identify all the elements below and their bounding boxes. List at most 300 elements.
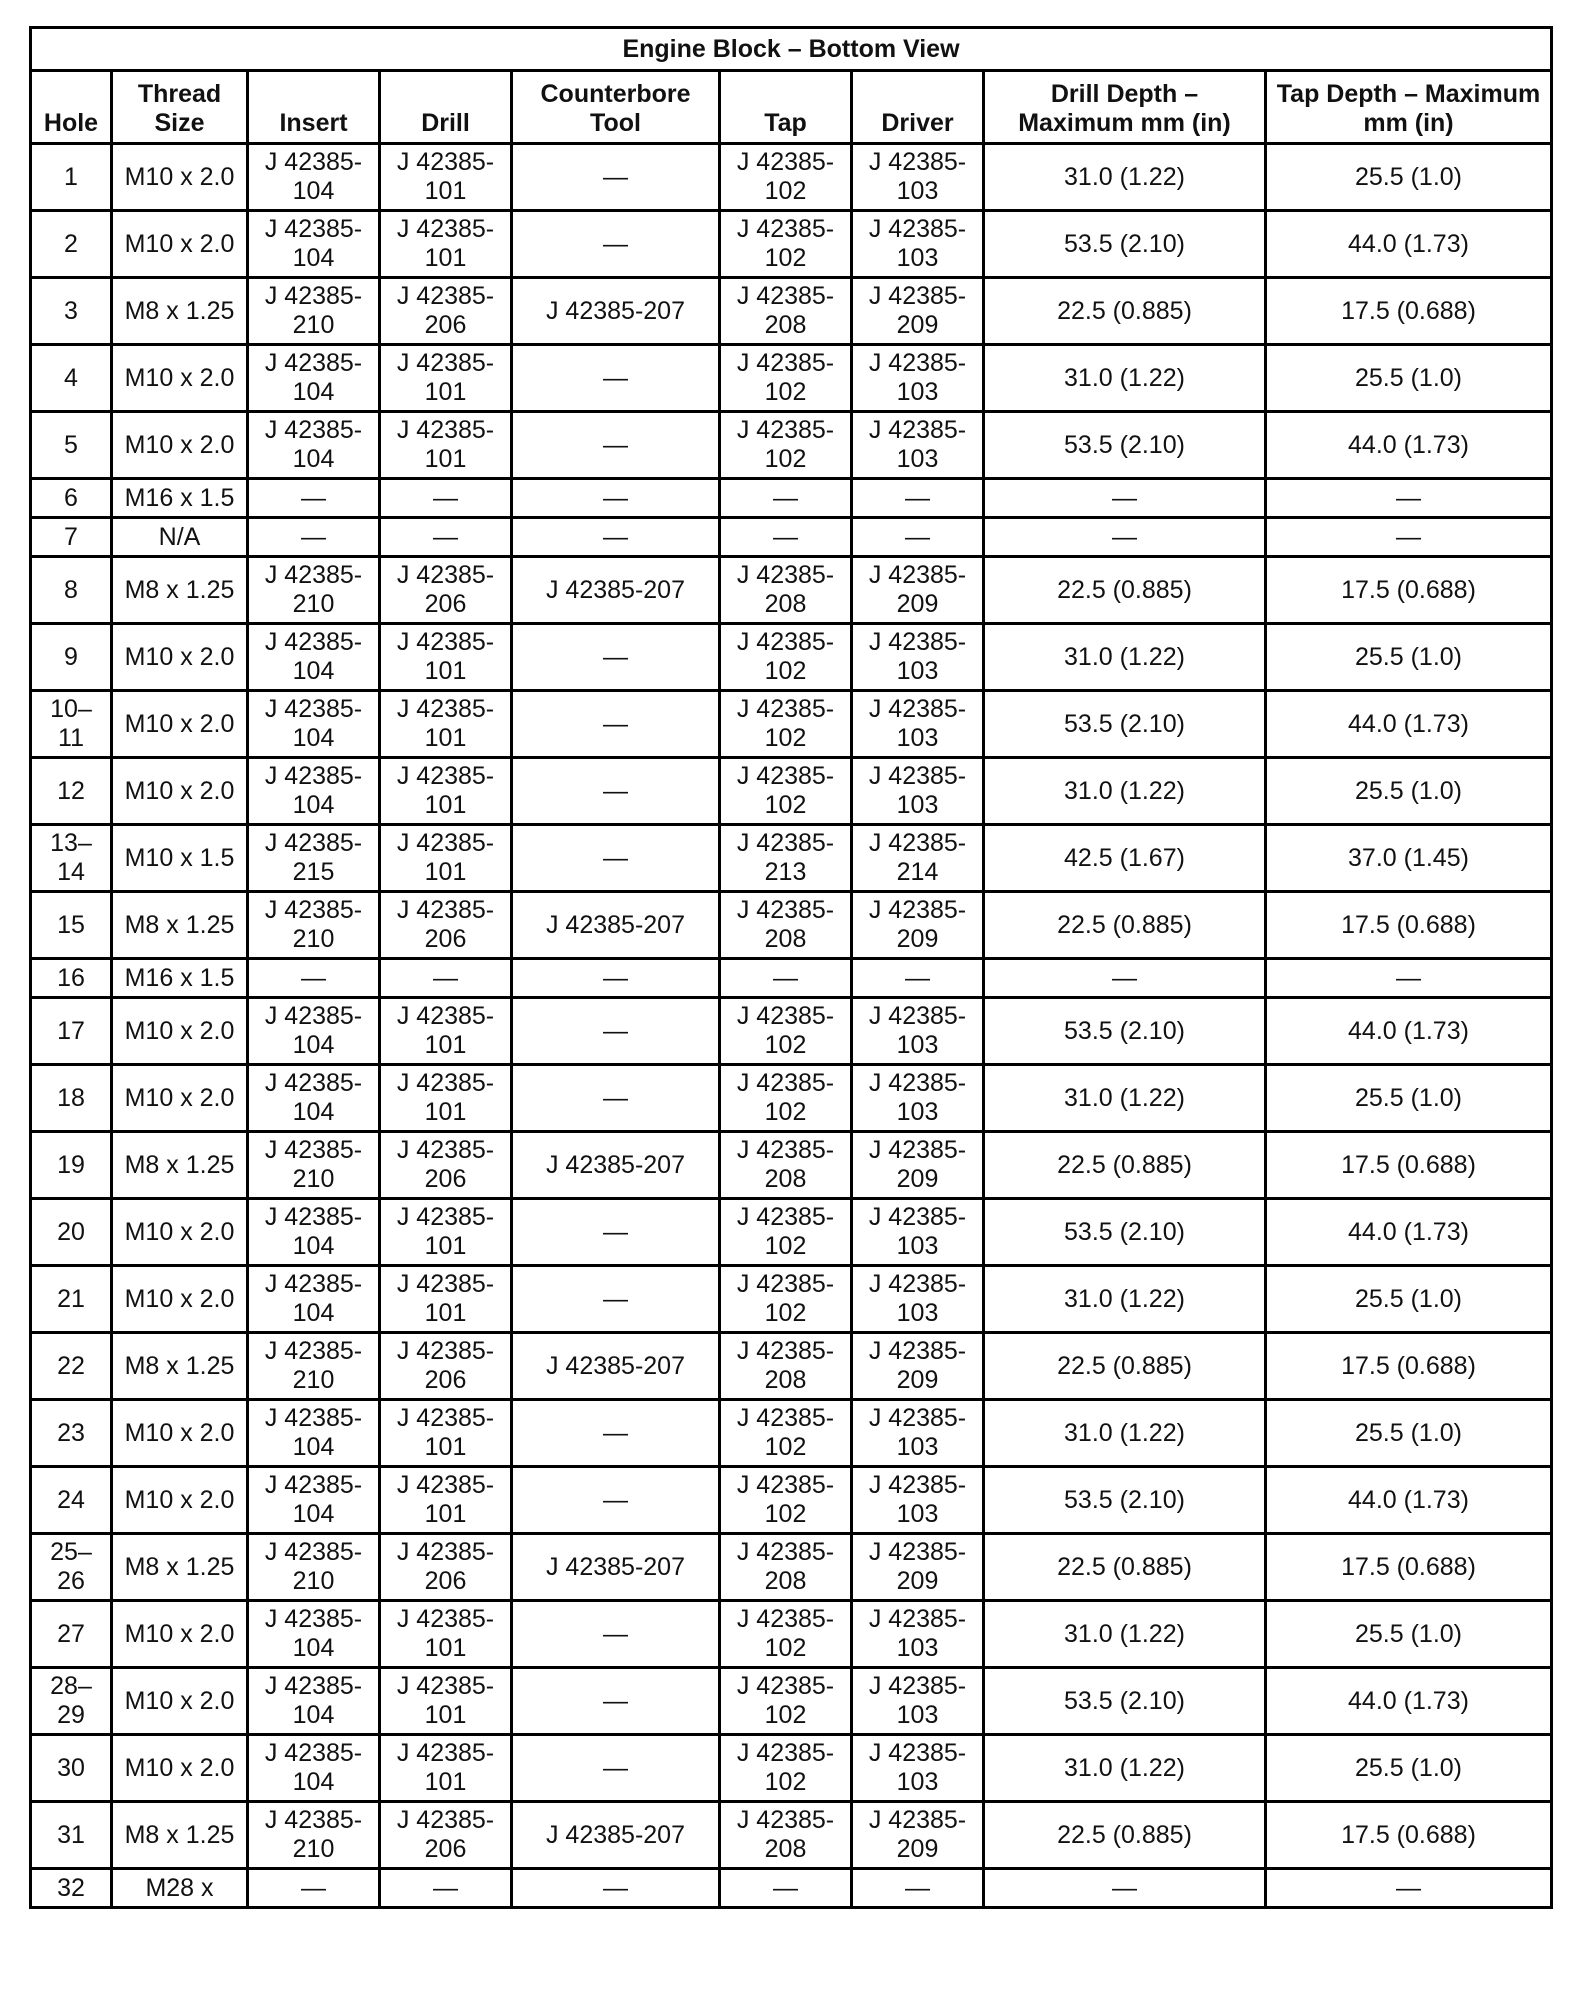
drill-depth-cell <box>984 345 1266 412</box>
drill-depth-cell-text: 22.5 (0.885) <box>1057 1351 1192 1380</box>
thread-size-cell-text: M8 x 1.25 <box>124 1351 235 1380</box>
tap-cell <box>720 998 852 1065</box>
tap-depth-cell <box>1266 1802 1552 1869</box>
tap-cell-text: J 42385-102 <box>736 1069 835 1126</box>
tap-depth-cell-text: 25.5 (1.0) <box>1354 776 1462 805</box>
insert-cell-text: J 42385-104 <box>264 148 363 205</box>
drill-depth-cell <box>984 825 1266 892</box>
tap-depth-cell-text: 44.0 (1.73) <box>1348 1686 1469 1715</box>
counterbore-tool-cell-text: J 42385-207 <box>545 1150 685 1179</box>
counterbore-tool-cell-text: — <box>603 776 628 805</box>
hole-cell <box>31 1869 112 1908</box>
hole-cell <box>31 1333 112 1400</box>
drill-depth-cell-text: — <box>1112 963 1137 992</box>
drill-depth-cell-text: 22.5 (0.885) <box>1057 910 1192 939</box>
insert-cell-text: J 42385-104 <box>264 215 363 272</box>
driver-cell <box>852 1333 984 1400</box>
hole-cell-text: 20 <box>57 1217 85 1246</box>
table-row <box>31 1802 1552 1869</box>
driver-cell <box>852 998 984 1065</box>
hole-cell-text: 31 <box>57 1820 85 1849</box>
counterbore-tool-cell <box>512 345 720 412</box>
tap-depth-cell <box>1266 1869 1552 1908</box>
drill-cell-text: J 42385-206 <box>396 1136 495 1193</box>
driver-cell <box>852 1869 984 1908</box>
insert-cell <box>248 998 380 1065</box>
table-row <box>31 518 1552 557</box>
thread-size-cell-text: M28 x <box>145 1873 214 1902</box>
drill-depth-cell-text: 53.5 (2.10) <box>1064 1217 1185 1246</box>
driver-cell <box>852 959 984 998</box>
thread-size-cell-text: M10 x 2.0 <box>124 363 235 392</box>
driver-cell-text: J 42385-209 <box>868 561 967 618</box>
table-row <box>31 345 1552 412</box>
tap-depth-cell <box>1266 1132 1552 1199</box>
drill-cell-text: J 42385-206 <box>396 1337 495 1394</box>
drill-cell <box>380 345 512 412</box>
tap-depth-cell-text: 17.5 (0.688) <box>1341 296 1476 325</box>
thread-size-cell <box>112 1132 248 1199</box>
hole-cell <box>31 144 112 211</box>
drill-depth-cell <box>984 1065 1266 1132</box>
drill-cell-text: — <box>433 522 458 551</box>
tap-depth-cell <box>1266 825 1552 892</box>
hole-cell-text: 10–11 <box>50 695 92 752</box>
drill-cell <box>380 1132 512 1199</box>
tap-depth-cell <box>1266 1601 1552 1668</box>
drill-depth-cell <box>984 412 1266 479</box>
hole-cell <box>31 1467 112 1534</box>
tap-cell <box>720 211 852 278</box>
counterbore-tool-cell-text: — <box>603 522 628 551</box>
driver-cell <box>852 278 984 345</box>
hole-cell-text: 30 <box>57 1753 85 1782</box>
drill-cell-text: J 42385-206 <box>396 1538 495 1595</box>
drill-cell <box>380 758 512 825</box>
driver-cell <box>852 1601 984 1668</box>
drill-depth-cell <box>984 479 1266 518</box>
insert-cell-text: J 42385-104 <box>264 1002 363 1059</box>
driver-cell <box>852 825 984 892</box>
drill-depth-cell-text: — <box>1112 483 1137 512</box>
drill-depth-cell <box>984 1266 1266 1333</box>
hole-cell <box>31 1802 112 1869</box>
hole-cell-text: 27 <box>57 1619 85 1648</box>
tap-cell <box>720 1668 852 1735</box>
tap-depth-cell-text: 25.5 (1.0) <box>1354 363 1462 392</box>
hole-cell <box>31 1132 112 1199</box>
counterbore-tool-cell-text: — <box>603 1284 628 1313</box>
header-tap-depth-label: Tap Depth – Maximum mm (in) <box>1276 80 1541 137</box>
insert-cell-text: J 42385-210 <box>264 561 363 618</box>
counterbore-tool-cell <box>512 624 720 691</box>
insert-cell-text: J 42385-104 <box>264 416 363 473</box>
table-row <box>31 1266 1552 1333</box>
counterbore-tool-cell <box>512 1132 720 1199</box>
table-row <box>31 1132 1552 1199</box>
table-row <box>31 959 1552 998</box>
counterbore-tool-cell <box>512 1869 720 1908</box>
driver-cell-text: — <box>905 522 930 551</box>
driver-cell-text: J 42385-209 <box>868 1337 967 1394</box>
hole-cell-text: 18 <box>57 1083 85 1112</box>
insert-cell-text: J 42385-104 <box>264 762 363 819</box>
drill-depth-cell <box>984 959 1266 998</box>
tap-depth-cell-text: 17.5 (0.688) <box>1341 1552 1476 1581</box>
hole-cell-text: 3 <box>64 296 78 325</box>
counterbore-tool-cell <box>512 758 720 825</box>
drill-depth-cell <box>984 1199 1266 1266</box>
tap-cell-text: J 42385-208 <box>736 1337 835 1394</box>
tap-depth-cell-text: 25.5 (1.0) <box>1354 642 1462 671</box>
drill-depth-cell-text: 53.5 (2.10) <box>1064 229 1185 258</box>
drill-cell-text: J 42385-101 <box>396 829 495 886</box>
counterbore-tool-cell-text: J 42385-207 <box>545 1552 685 1581</box>
insert-cell-text: J 42385-210 <box>264 1538 363 1595</box>
drill-depth-cell <box>984 998 1266 1065</box>
hole-cell <box>31 1199 112 1266</box>
hole-cell <box>31 825 112 892</box>
insert-cell <box>248 758 380 825</box>
counterbore-tool-cell-text: — <box>603 1083 628 1112</box>
drill-depth-cell-text: 53.5 (2.10) <box>1064 709 1185 738</box>
tap-depth-cell-text: 17.5 (0.688) <box>1341 1150 1476 1179</box>
tap-depth-cell-text: — <box>1396 1873 1421 1902</box>
tap-cell-text: J 42385-102 <box>736 628 835 685</box>
tap-cell <box>720 892 852 959</box>
counterbore-tool-cell-text: — <box>603 1686 628 1715</box>
insert-cell-text: J 42385-210 <box>264 1136 363 1193</box>
tap-cell <box>720 1534 852 1601</box>
table-row <box>31 412 1552 479</box>
counterbore-tool-cell-text: J 42385-207 <box>545 1820 685 1849</box>
driver-cell <box>852 518 984 557</box>
drill-depth-cell-text: 31.0 (1.22) <box>1064 1619 1185 1648</box>
hole-cell-text: 5 <box>64 430 78 459</box>
tap-depth-cell <box>1266 557 1552 624</box>
hole-cell-text: 2 <box>64 229 78 258</box>
table-row <box>31 1400 1552 1467</box>
insert-cell <box>248 1735 380 1802</box>
drill-cell <box>380 1735 512 1802</box>
insert-cell <box>248 1534 380 1601</box>
tap-cell-text: J 42385-102 <box>736 1270 835 1327</box>
tap-cell-text: J 42385-102 <box>736 1203 835 1260</box>
hole-cell-text: 24 <box>57 1485 85 1514</box>
tap-cell-text: — <box>773 963 798 992</box>
thread-size-cell <box>112 1065 248 1132</box>
tap-depth-cell <box>1266 1199 1552 1266</box>
hole-cell <box>31 345 112 412</box>
counterbore-tool-cell-text: — <box>603 709 628 738</box>
insert-cell <box>248 278 380 345</box>
counterbore-tool-cell <box>512 1467 720 1534</box>
tap-depth-cell-text: 17.5 (0.688) <box>1341 1351 1476 1380</box>
insert-cell <box>248 144 380 211</box>
drill-cell-text: J 42385-101 <box>396 349 495 406</box>
driver-cell-text: J 42385-209 <box>868 1538 967 1595</box>
drill-depth-cell-text: 53.5 (2.10) <box>1064 1485 1185 1514</box>
insert-cell <box>248 624 380 691</box>
thread-size-cell-text: M8 x 1.25 <box>124 1552 235 1581</box>
tap-depth-cell-text: 25.5 (1.0) <box>1354 162 1462 191</box>
thread-size-cell <box>112 412 248 479</box>
driver-cell-text: J 42385-103 <box>868 1605 967 1662</box>
table-row <box>31 1467 1552 1534</box>
thread-size-cell-text: M10 x 2.0 <box>124 229 235 258</box>
drill-cell <box>380 1266 512 1333</box>
driver-cell-text: J 42385-103 <box>868 148 967 205</box>
drill-cell <box>380 1467 512 1534</box>
hole-cell <box>31 557 112 624</box>
drill-depth-cell-text: 53.5 (2.10) <box>1064 1016 1185 1045</box>
drill-depth-cell-text: 31.0 (1.22) <box>1064 162 1185 191</box>
drill-depth-cell <box>984 691 1266 758</box>
header-drill-depth-label: Drill Depth – Maximum mm (in) <box>1018 80 1231 137</box>
header-drill: Drill <box>380 71 512 144</box>
thread-size-cell-text: M10 x 2.0 <box>124 1485 235 1514</box>
thread-size-cell-text: M10 x 1.5 <box>124 843 235 872</box>
thread-size-cell-text: M8 x 1.25 <box>124 575 235 604</box>
thread-size-cell-text: M10 x 2.0 <box>124 776 235 805</box>
counterbore-tool-cell-text: — <box>603 430 628 459</box>
drill-depth-cell-text: 53.5 (2.10) <box>1064 430 1185 459</box>
hole-cell-text: 1 <box>64 162 78 191</box>
insert-cell <box>248 1266 380 1333</box>
drill-cell <box>380 825 512 892</box>
tap-depth-cell <box>1266 624 1552 691</box>
header-insert: Insert <box>248 71 380 144</box>
tap-cell-text: J 42385-208 <box>736 561 835 618</box>
hole-cell-text: 21 <box>57 1284 85 1313</box>
counterbore-tool-cell <box>512 892 720 959</box>
thread-size-cell <box>112 557 248 624</box>
drill-cell-text: J 42385-101 <box>396 1739 495 1796</box>
insert-cell-text: J 42385-104 <box>264 628 363 685</box>
driver-cell <box>852 624 984 691</box>
table-row <box>31 892 1552 959</box>
thread-size-cell <box>112 1601 248 1668</box>
driver-cell <box>852 1668 984 1735</box>
header-driver: Driver <box>852 71 984 144</box>
insert-cell-text: J 42385-104 <box>264 1203 363 1260</box>
driver-cell <box>852 1199 984 1266</box>
counterbore-tool-cell-text: J 42385-207 <box>545 1351 685 1380</box>
tap-depth-cell <box>1266 1065 1552 1132</box>
tap-cell <box>720 1467 852 1534</box>
counterbore-tool-cell-text: — <box>603 1619 628 1648</box>
insert-cell <box>248 691 380 758</box>
drill-depth-cell <box>984 624 1266 691</box>
table-row <box>31 1869 1552 1908</box>
thread-size-cell <box>112 1266 248 1333</box>
header-hole: Hole <box>31 71 112 144</box>
drill-cell-text: J 42385-101 <box>396 695 495 752</box>
counterbore-tool-cell-text: — <box>603 363 628 392</box>
hole-cell <box>31 758 112 825</box>
tap-depth-cell-text: — <box>1396 483 1421 512</box>
thread-size-cell <box>112 1199 248 1266</box>
hole-cell <box>31 892 112 959</box>
tap-cell-text: J 42385-208 <box>736 1806 835 1863</box>
insert-cell <box>248 557 380 624</box>
counterbore-tool-cell <box>512 1534 720 1601</box>
drill-depth-cell <box>984 1802 1266 1869</box>
drill-depth-cell-text: 22.5 (0.885) <box>1057 1820 1192 1849</box>
tap-depth-cell <box>1266 758 1552 825</box>
driver-cell <box>852 1132 984 1199</box>
tap-cell <box>720 479 852 518</box>
tap-depth-cell-text: 44.0 (1.73) <box>1348 229 1469 258</box>
counterbore-tool-cell <box>512 1601 720 1668</box>
drill-depth-cell-text: — <box>1112 522 1137 551</box>
drill-depth-cell-text: 31.0 (1.22) <box>1064 363 1185 392</box>
drill-cell-text: J 42385-101 <box>396 1672 495 1729</box>
drill-cell <box>380 557 512 624</box>
counterbore-tool-cell-text: — <box>603 1873 628 1902</box>
counterbore-tool-cell <box>512 518 720 557</box>
driver-cell-text: J 42385-103 <box>868 1471 967 1528</box>
drill-cell-text: J 42385-206 <box>396 896 495 953</box>
table-row <box>31 1735 1552 1802</box>
driver-cell-text: — <box>905 963 930 992</box>
drill-depth-cell-text: 53.5 (2.10) <box>1064 1686 1185 1715</box>
drill-cell-text: J 42385-101 <box>396 1069 495 1126</box>
thread-size-cell-text: M10 x 2.0 <box>124 1753 235 1782</box>
insert-cell <box>248 892 380 959</box>
drill-cell <box>380 1333 512 1400</box>
table-row <box>31 1199 1552 1266</box>
counterbore-tool-cell <box>512 691 720 758</box>
thread-size-cell-text: M10 x 2.0 <box>124 709 235 738</box>
counterbore-tool-cell-text: — <box>603 162 628 191</box>
spec-table <box>29 26 1553 1909</box>
insert-cell-text: J 42385-104 <box>264 1471 363 1528</box>
hole-cell <box>31 1735 112 1802</box>
counterbore-tool-cell <box>512 1199 720 1266</box>
thread-size-cell-text: M8 x 1.25 <box>124 910 235 939</box>
insert-cell <box>248 1668 380 1735</box>
drill-depth-cell-text: 31.0 (1.22) <box>1064 1284 1185 1313</box>
insert-cell-text: — <box>301 522 326 551</box>
tap-depth-cell-text: 44.0 (1.73) <box>1348 709 1469 738</box>
counterbore-tool-cell <box>512 1400 720 1467</box>
counterbore-tool-cell <box>512 825 720 892</box>
thread-size-cell-text: M10 x 2.0 <box>124 642 235 671</box>
hole-cell <box>31 518 112 557</box>
tap-cell-text: J 42385-208 <box>736 896 835 953</box>
tap-depth-cell <box>1266 479 1552 518</box>
hole-cell <box>31 1065 112 1132</box>
counterbore-tool-cell <box>512 959 720 998</box>
hole-cell-text: 8 <box>64 575 78 604</box>
insert-cell-text: J 42385-210 <box>264 1806 363 1863</box>
drill-cell-text: J 42385-101 <box>396 215 495 272</box>
driver-cell <box>852 557 984 624</box>
hole-cell-text: 13–14 <box>50 829 92 886</box>
tap-cell <box>720 1735 852 1802</box>
drill-depth-cell <box>984 1467 1266 1534</box>
table-body <box>31 144 1552 1908</box>
insert-cell-text: J 42385-104 <box>264 1672 363 1729</box>
tap-depth-cell <box>1266 1467 1552 1534</box>
tap-depth-cell-text: 37.0 (1.45) <box>1348 843 1469 872</box>
tap-depth-cell-text: 44.0 (1.73) <box>1348 430 1469 459</box>
tap-depth-cell <box>1266 1668 1552 1735</box>
drill-cell <box>380 518 512 557</box>
drill-depth-cell <box>984 1400 1266 1467</box>
driver-cell-text: J 42385-103 <box>868 628 967 685</box>
drill-cell-text: J 42385-206 <box>396 1806 495 1863</box>
counterbore-tool-cell-text: — <box>603 1753 628 1782</box>
thread-size-cell-text: M10 x 2.0 <box>124 430 235 459</box>
tap-depth-cell-text: 25.5 (1.0) <box>1354 1284 1462 1313</box>
tap-cell-text: J 42385-102 <box>736 215 835 272</box>
drill-cell-text: J 42385-101 <box>396 416 495 473</box>
counterbore-tool-cell <box>512 1266 720 1333</box>
insert-cell-text: J 42385-210 <box>264 282 363 339</box>
tap-cell-text: J 42385-208 <box>736 282 835 339</box>
header-thread-size-label: Thread Size <box>137 80 222 137</box>
driver-cell <box>852 758 984 825</box>
drill-depth-cell <box>984 1333 1266 1400</box>
tap-cell-text: J 42385-208 <box>736 1538 835 1595</box>
driver-cell-text: J 42385-103 <box>868 416 967 473</box>
counterbore-tool-cell-text: — <box>603 483 628 512</box>
table-row <box>31 1333 1552 1400</box>
insert-cell <box>248 1333 380 1400</box>
drill-depth-cell <box>984 1534 1266 1601</box>
hole-cell-text: 32 <box>57 1873 85 1902</box>
drill-depth-cell <box>984 518 1266 557</box>
driver-cell-text: J 42385-103 <box>868 1672 967 1729</box>
driver-cell-text: J 42385-214 <box>868 829 967 886</box>
tap-cell <box>720 1333 852 1400</box>
counterbore-tool-cell-text: — <box>603 963 628 992</box>
driver-cell-text: J 42385-103 <box>868 1739 967 1796</box>
tap-cell-text: J 42385-102 <box>736 148 835 205</box>
driver-cell <box>852 1266 984 1333</box>
thread-size-cell-text: M16 x 1.5 <box>124 483 235 512</box>
driver-cell-text: J 42385-103 <box>868 215 967 272</box>
driver-cell <box>852 691 984 758</box>
counterbore-tool-cell <box>512 1668 720 1735</box>
tap-cell <box>720 624 852 691</box>
hole-cell <box>31 959 112 998</box>
insert-cell-text: — <box>301 963 326 992</box>
tap-depth-cell <box>1266 144 1552 211</box>
counterbore-tool-cell <box>512 557 720 624</box>
hole-cell <box>31 998 112 1065</box>
thread-size-cell <box>112 345 248 412</box>
tap-depth-cell-text: 25.5 (1.0) <box>1354 1418 1462 1447</box>
drill-cell <box>380 624 512 691</box>
table-title: Engine Block – Bottom View <box>31 28 1552 71</box>
driver-cell <box>852 345 984 412</box>
insert-cell <box>248 1132 380 1199</box>
counterbore-tool-cell-text: — <box>603 229 628 258</box>
drill-depth-cell-text: 31.0 (1.22) <box>1064 1418 1185 1447</box>
tap-depth-cell-text: 44.0 (1.73) <box>1348 1485 1469 1514</box>
counterbore-tool-cell <box>512 144 720 211</box>
insert-cell-text: J 42385-104 <box>264 349 363 406</box>
drill-depth-cell-text: 22.5 (0.885) <box>1057 296 1192 325</box>
table-row <box>31 278 1552 345</box>
driver-cell-text: J 42385-103 <box>868 1270 967 1327</box>
driver-cell <box>852 1534 984 1601</box>
header-tap-depth <box>1266 71 1552 144</box>
tap-depth-cell <box>1266 1534 1552 1601</box>
